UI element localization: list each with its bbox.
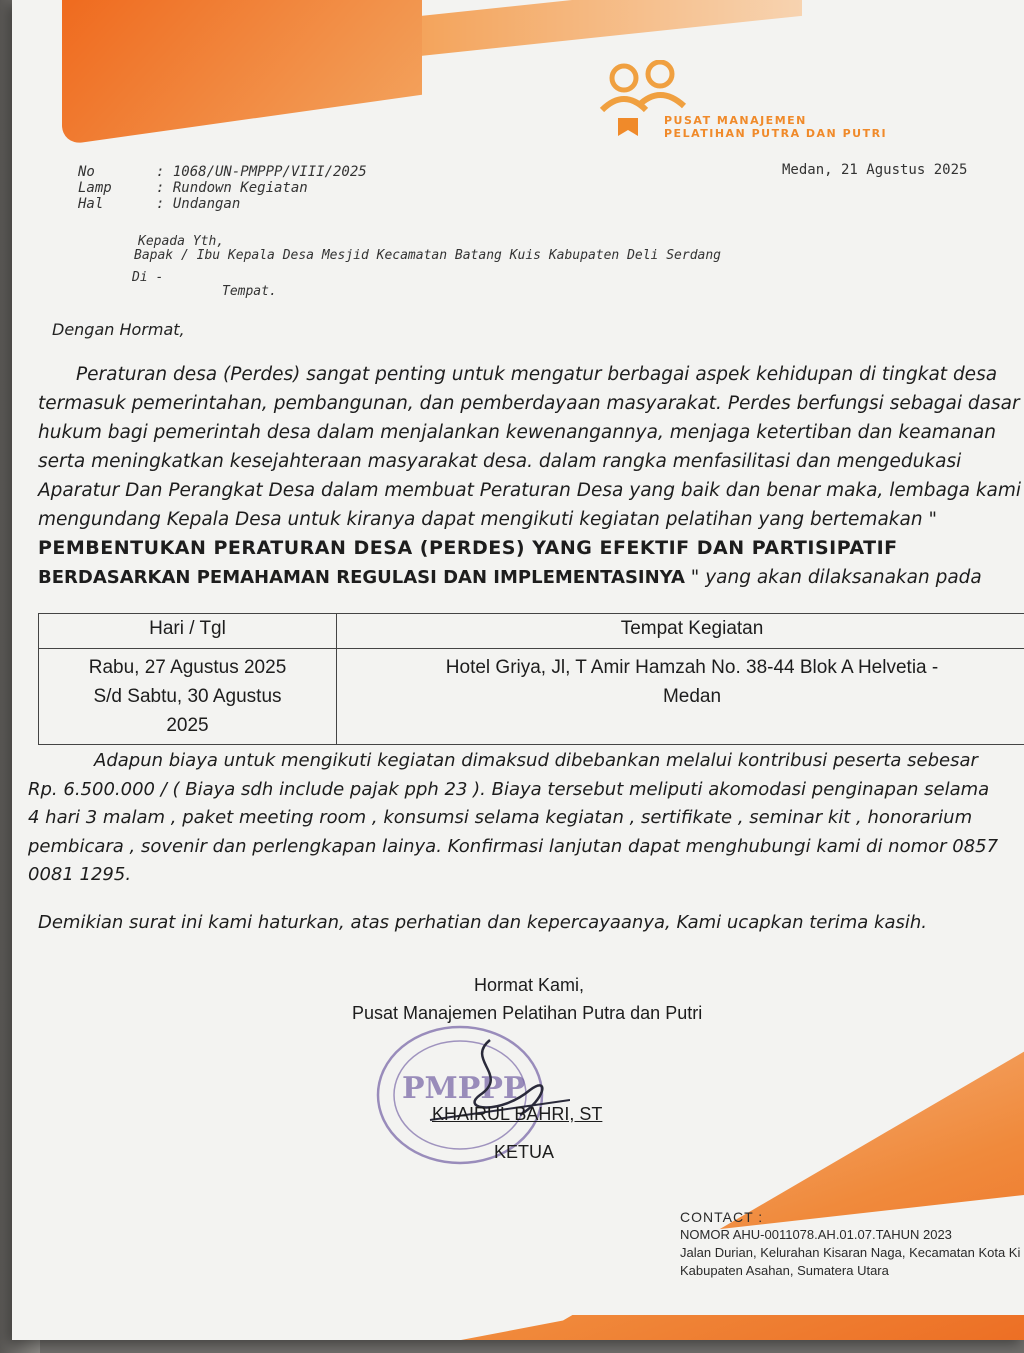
p1-line: Peraturan desa (Perdes) sangat penting untuk mengatur berbagai aspek kehidupan di tingkat desa: [76, 364, 998, 385]
schedule-header-day: Hari / Tgl: [39, 614, 337, 649]
schedule-header-place: Tempat Kegiatan: [337, 614, 1024, 649]
schedule-day-cell: [39, 649, 337, 745]
recipient-di: Di -: [132, 270, 164, 285]
schedule-day-line: 2025: [166, 715, 209, 736]
meta-lamp-value: : Rundown Kegiatan: [156, 180, 308, 196]
greeting: Dengan Hormat,: [52, 320, 185, 339]
p2-line: 4 hari 3 malam , paket meeting room , konsumsi selama kegiatan , sertifikate , seminar kit , honorarium: [28, 807, 973, 828]
meta-no-label: No: [78, 164, 95, 180]
letter-meta: [78, 164, 367, 212]
schedule-place-line: Medan: [662, 686, 722, 707]
recipient-name: Bapak / Ibu Kepala Desa Mesjid Kecamatan Batang Kuis Kabupaten Deli Serdang: [134, 248, 721, 263]
footer-contact: [680, 1208, 1020, 1280]
recipient-place: Tempat.: [222, 284, 277, 299]
schedule-table: [38, 613, 1024, 745]
schedule-day-line: S/d Sabtu, 30 Agustus: [93, 686, 282, 707]
signature-regards: Hormat Kami,: [474, 975, 585, 995]
p2-line: Rp. 6.500.000 / ( Biaya sdh include pajak pph 23 ). Biaya tersebut meliputi akomodasi penginapan selama: [28, 778, 990, 800]
meta-hal-value: : Undangan: [156, 196, 241, 212]
p1-line: mengundang Kepala Desa untuk kiranya dapat mengikuti kegiatan pelatihan yang bertemakan ": [38, 509, 937, 530]
body-paragraph-1: [38, 360, 1024, 592]
signatory-title: KETUA: [494, 1142, 555, 1162]
letter-date: Medan, 21 Agustus 2025: [782, 162, 968, 178]
theme-line-1: PEMBENTUKAN PERATURAN DESA (PERDES) YANG EFEKTIF DAN PARTISIPATIF: [38, 537, 898, 559]
contact-address-line2: Kabupaten Asahan, Sumatera Utara: [680, 1263, 889, 1278]
meta-lamp-label: Lamp: [78, 180, 112, 196]
org-name: [664, 114, 887, 140]
signature-org: Pusat Manajemen Pelatihan Putra dan Putri: [352, 1003, 703, 1023]
contact-registration: NOMOR AHU-0011078.AH.01.07.TAHUN 2023: [680, 1227, 952, 1242]
theme-tail: " yang akan dilaksanakan pada: [684, 567, 982, 588]
p1-line: hukum bagi pemerintah desa dalam menjalankan kewenangannya, menjaga ketertiban dan keamanan: [38, 422, 996, 443]
p1-line: termasuk pemerintahan, pembangunan, dan pemberdayaan masyarakat. Perdes berfungsi sebagai dasar: [38, 393, 1020, 414]
meta-no-value: : 1068/UN-PMPPP/VIII/2025: [156, 164, 367, 180]
p2-line: 0081 1295.: [28, 864, 132, 885]
contact-label: CONTACT :: [680, 1209, 764, 1225]
body-paragraph-2: [28, 747, 1024, 890]
letter-sheet: [12, 0, 1024, 1340]
org-name-line1: PUSAT MANAJEMEN: [664, 114, 807, 127]
contact-address-line1: Jalan Durian, Kelurahan Kisaran Naga, Kecamatan Kota Ki: [680, 1245, 1021, 1260]
meta-hal-label: Hal: [78, 196, 104, 212]
theme-line-2: BERDASARKAN PEMAHAMAN REGULASI DAN IMPLEMENTASINYA: [38, 567, 685, 588]
closing-sentence: Demikian surat ini kami haturkan, atas perhatian dan kepercayaanya, Kami ucapkan terima kasih.: [38, 912, 928, 933]
p2-line: Adapun biaya untuk mengikuti kegiatan dimaksud dibebankan melalui kontribusi peserta sebesar: [94, 750, 978, 771]
org-name-line2: PELATIHAN PUTRA DAN PUTRI: [664, 127, 888, 140]
schedule-place-cell: [337, 649, 1024, 745]
schedule-place-line: Hotel Griya, Jl, T Amir Hamzah No. 38-44 Blok A Helvetia -: [445, 657, 939, 678]
header-accent-shape: [62, 0, 422, 145]
schedule-day-line: Rabu, 27 Agustus 2025: [88, 657, 287, 678]
p1-line: Aparatur Dan Perangkat Desa dalam membuat Peraturan Desa yang baik dan benar maka, lembaga kami: [38, 480, 1022, 501]
stamp-text: PMPPP: [402, 1071, 526, 1106]
table-row: [39, 649, 1024, 745]
p2-line: pembicara , sovenir dan perlengkapan lainya. Konfirmasi lanjutan dapat menghubungi kami di nomor 0857: [28, 835, 999, 857]
recipient-salutation: Kepada Yth,: [138, 234, 225, 249]
signatory-name: KHAIRUL BAHRI, ST: [432, 1104, 603, 1124]
p1-line: serta meningkatkan kesejahteraan masyarakat desa. dalam rangka menfasilitasi dan mengedukasi: [38, 451, 962, 472]
